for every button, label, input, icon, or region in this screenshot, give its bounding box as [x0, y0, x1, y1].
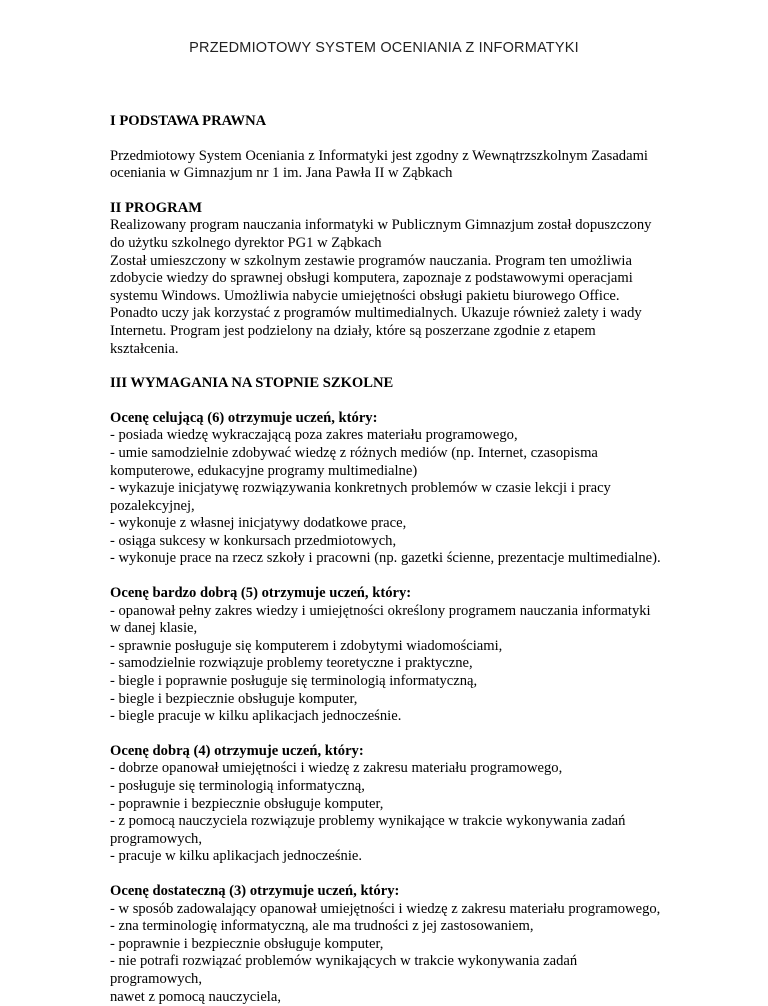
- list-item: - opanował pełny zakres wiedzy i umiejętności określony programem nauczania informatyki: [110, 602, 651, 619]
- list-item: - posiada wiedzę wykraczającą poza zakres materiału programowego,: [110, 427, 518, 444]
- list-item: - dobrze opanował umiejętności i wiedzę z zakresu materiału programowego,: [110, 760, 563, 777]
- text-line: zdobycie wiedzy do sprawnej obsługi komputera, zapoznaje z podstawowymi operacjami: [110, 270, 633, 287]
- grade-criteria-list: [110, 760, 710, 866]
- list-item: - poprawnie i bezpiecznie obsługuje komputer,: [110, 935, 384, 952]
- grade-heading-4: Ocenę dobrą (4) otrzymuje uczeń, który:: [110, 742, 364, 759]
- text-line: Przedmiotowy System Oceniania z Informatyki jest zgodny z Wewnątrzszkolnym Zasadami: [110, 147, 648, 164]
- list-item: - osiąga sukcesy w konkursach przedmiotowych,: [110, 532, 397, 549]
- list-item: - posługuje się terminologią informatyczną,: [110, 778, 365, 794]
- list-item: - samodzielnie rozwiązuje problemy teoretyczne i praktyczne,: [110, 655, 473, 672]
- list-item: - nie potrafi rozwiązać problemów wynikających w trakcie wykonywania zadań: [110, 953, 578, 970]
- list-item: - wykazuje inicjatywę rozwiązywania konkretnych problemów w czasie lekcji i pracy: [110, 480, 611, 497]
- list-item: w danej klasie,: [110, 620, 198, 637]
- section-heading-requirements: III WYMAGANIA NA STOPNIE SZKOLNE: [110, 375, 394, 392]
- list-item: - biegle i bezpiecznie obsługuje komputer,: [110, 690, 358, 707]
- list-item: - poprawnie i bezpiecznie obsługuje komputer,: [110, 795, 384, 812]
- text-line: Został umieszczony w szkolnym zestawie programów nauczania. Program ten umożliwia: [110, 252, 632, 269]
- grade-heading-3: Ocenę dostateczną (3) otrzymuje uczeń, który:: [110, 882, 400, 899]
- list-item: - sprawnie posługuje się komputerem i zdobytymi wiadomościami,: [110, 637, 503, 654]
- text-line: kształcenia.: [110, 340, 179, 357]
- text-line: oceniania w Gimnazjum nr 1 im. Jana Pawła II w Ząbkach: [110, 165, 453, 182]
- list-item: programowych,: [110, 830, 202, 847]
- text-line: Realizowany program nauczania informatyki w Publicznym Gimnazjum został dopuszczony: [110, 217, 652, 234]
- list-item: - z pomocą nauczyciela rozwiązuje problemy wynikające w trakcie wykonywania zadań: [110, 813, 626, 830]
- list-item: - zna terminologię informatyczną, ale ma trudności z jej zastosowaniem,: [110, 918, 534, 935]
- list-item: - wykonuje prace na rzecz szkoły i pracowni (np. gazetki ścienne, prezentacje multimedialne).: [110, 550, 661, 567]
- grade-criteria-list: [110, 901, 710, 1006]
- list-item: - pracuje w kilku aplikacjach jednocześnie.: [110, 848, 363, 865]
- text-line: systemu Windows. Umożliwia nabycie umiejętności obsługi pakietu biurowego Office.: [110, 287, 620, 304]
- text-line: Ponadto uczy jak korzystać z programów multimedialnych. Ukazuje również zalety i wady: [110, 305, 642, 322]
- grade-heading-6: Ocenę celującą (6) otrzymuje uczeń, który:: [110, 409, 378, 426]
- list-item: programowych,: [110, 970, 202, 987]
- list-item: komputerowe, edukacyjne programy multimedialne): [110, 462, 418, 479]
- list-item: - wykonuje z własnej inicjatywy dodatkowe prace,: [110, 515, 407, 532]
- grade-heading-5: Ocenę bardzo dobrą (5) otrzymuje uczeń, który:: [110, 585, 412, 602]
- text-line: do użytku szkolnego dyrektor PG1 w Ząbkach: [110, 234, 382, 251]
- list-item: - w sposób zadowalający opanował umiejętności i wiedzę z zakresu materiału programowego,: [110, 900, 661, 917]
- list-item: - biegle pracuje w kilku aplikacjach jednocześnie.: [110, 708, 402, 725]
- list-item: pozalekcyjnej,: [110, 497, 195, 514]
- section-heading-program: II PROGRAM: [110, 199, 203, 216]
- list-item: - biegle i poprawnie posługuje się terminologią informatyczną,: [110, 673, 478, 690]
- section-paragraph: [110, 148, 710, 183]
- section-paragraph: [110, 217, 710, 358]
- section-heading-legal-basis: I PODSTAWA PRAWNA: [110, 113, 267, 129]
- list-item: nawet z pomocą nauczyciela,: [110, 988, 281, 1005]
- grade-criteria-list: [110, 427, 710, 568]
- list-item: - umie samodzielnie zdobywać wiedzę z różnych mediów (np. Internet, czasopisma: [110, 444, 598, 461]
- page-header: PRZEDMIOTOWY SYSTEM OCENIANIA Z INFORMATYKI: [189, 40, 579, 56]
- text-line: Internetu. Program jest podzielony na działy, które są poszerzane zgodnie z etapem: [110, 322, 596, 339]
- document-body: [110, 113, 710, 1006]
- grade-criteria-list: [110, 603, 710, 726]
